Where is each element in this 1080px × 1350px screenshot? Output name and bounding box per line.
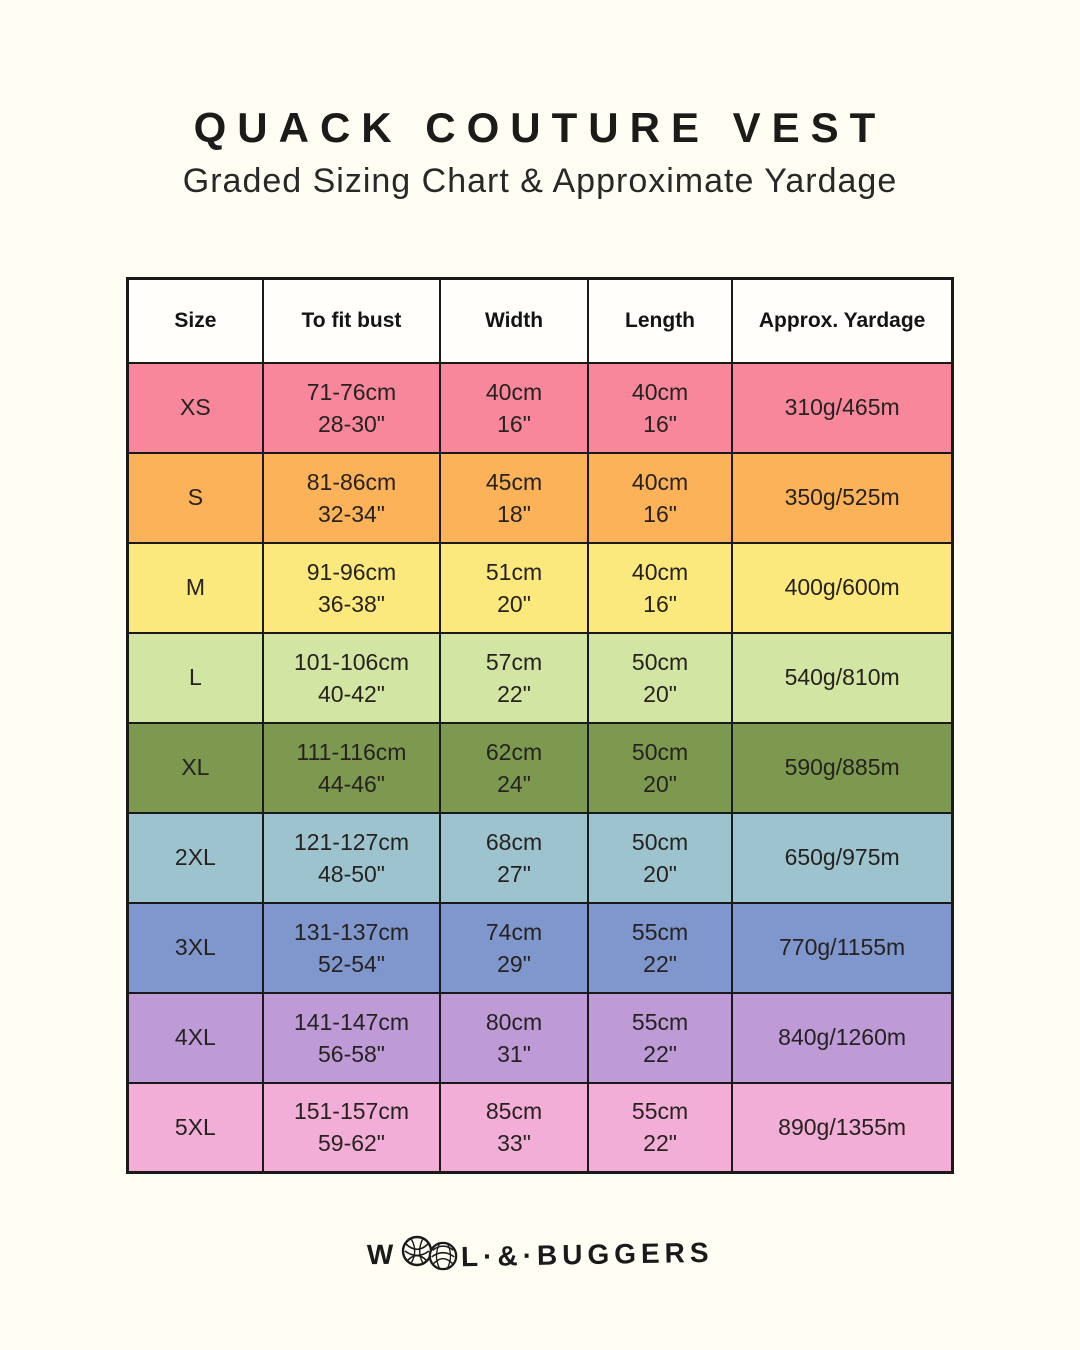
- cell-length: [588, 633, 732, 723]
- brand-text-suffix: L·&·BUGGERS: [460, 1236, 714, 1272]
- bust-in: 28-30": [317, 410, 385, 437]
- width-in: 16": [497, 410, 531, 437]
- length-in: 20": [643, 770, 677, 797]
- table-row-5xl: [128, 1083, 953, 1173]
- length-cm: 55cm: [631, 1008, 689, 1035]
- width-cm: 51cm: [485, 558, 543, 585]
- cell-yardage: 890g/1355m: [732, 1083, 952, 1173]
- width-cm: 85cm: [485, 1098, 543, 1125]
- table-row-xl: [128, 723, 953, 813]
- cell-yardage: 770g/1155m: [732, 903, 952, 993]
- cell-bust: [263, 633, 440, 723]
- cell-length: [588, 1083, 732, 1173]
- cell-width: [440, 543, 588, 633]
- length-in: 22": [643, 1040, 677, 1067]
- bust-cm: 101-106cm: [293, 648, 410, 675]
- cell-bust: [263, 543, 440, 633]
- length-cm: 55cm: [631, 1098, 689, 1125]
- width-in: 22": [497, 680, 531, 707]
- width-in: 31": [497, 1040, 531, 1067]
- width-cm: 62cm: [485, 738, 543, 765]
- bust-cm: 81-86cm: [306, 468, 397, 495]
- cell-width: [440, 1083, 588, 1173]
- length-in: 20": [643, 680, 677, 707]
- header-size: Size: [128, 279, 263, 363]
- header-length: Length: [588, 279, 732, 363]
- header-bust: To fit bust: [263, 279, 440, 363]
- cell-yardage: 650g/975m: [732, 813, 952, 903]
- length-cm: 55cm: [631, 918, 689, 945]
- table-row-2xl: [128, 813, 953, 903]
- cell-size: S: [128, 453, 263, 543]
- page-title: QUACK COUTURE VEST: [193, 104, 887, 151]
- width-cm: 45cm: [485, 468, 543, 495]
- sizing-table: [126, 277, 954, 1174]
- table-row-m: [128, 543, 953, 633]
- cell-yardage: 540g/810m: [732, 633, 952, 723]
- cell-length: [588, 813, 732, 903]
- cell-size: 5XL: [128, 1083, 263, 1173]
- cell-length: [588, 543, 732, 633]
- cell-bust: [263, 813, 440, 903]
- cell-size: 4XL: [128, 993, 263, 1083]
- bust-cm: 111-116cm: [296, 738, 407, 765]
- bust-in: 52-54": [317, 950, 385, 977]
- width-in: 24": [497, 770, 531, 797]
- cell-size: M: [128, 543, 263, 633]
- cell-size: XS: [128, 363, 263, 453]
- length-cm: 40cm: [631, 468, 689, 495]
- cell-size: XL: [128, 723, 263, 813]
- header-row: [128, 279, 953, 363]
- bust-cm: 131-137cm: [293, 918, 410, 945]
- bust-cm: 71-76cm: [306, 378, 397, 405]
- cell-yardage: 350g/525m: [732, 453, 952, 543]
- bust-cm: 91-96cm: [306, 558, 397, 585]
- cell-length: [588, 993, 732, 1083]
- page-subtitle: Graded Sizing Chart & Approximate Yardage: [182, 162, 898, 200]
- header-yardage: Approx. Yardage: [732, 279, 952, 363]
- cell-bust: [263, 903, 440, 993]
- table-row-l: [128, 633, 953, 723]
- table-header: [128, 279, 953, 363]
- length-cm: 40cm: [631, 558, 689, 585]
- cell-size: L: [128, 633, 263, 723]
- length-in: 16": [643, 410, 677, 437]
- cell-length: [588, 363, 732, 453]
- width-cm: 74cm: [485, 918, 543, 945]
- bust-in: 56-58": [317, 1040, 385, 1067]
- cell-length: [588, 903, 732, 993]
- bust-in: 59-62": [317, 1130, 385, 1157]
- cell-length: [588, 723, 732, 813]
- bust-in: 36-38": [317, 590, 385, 617]
- cell-bust: [263, 723, 440, 813]
- length-cm: 50cm: [631, 738, 689, 765]
- yarn-ball-icon: [427, 1240, 459, 1279]
- bust-in: 48-50": [317, 860, 385, 887]
- cell-width: [440, 993, 588, 1083]
- table-row-s: [128, 453, 953, 543]
- cell-width: [440, 633, 588, 723]
- width-in: 27": [497, 860, 531, 887]
- width-cm: 40cm: [485, 378, 543, 405]
- table-row-xs: [128, 363, 953, 453]
- table-row-4xl: [128, 993, 953, 1083]
- length-in: 16": [643, 590, 677, 617]
- header-width: Width: [440, 279, 588, 363]
- cell-bust: [263, 453, 440, 543]
- bust-cm: 141-147cm: [293, 1008, 410, 1035]
- length-in: 16": [643, 500, 677, 527]
- cell-yardage: 590g/885m: [732, 723, 952, 813]
- cell-yardage: 400g/600m: [732, 543, 952, 633]
- width-cm: 80cm: [485, 1008, 543, 1035]
- table-body: [128, 363, 953, 1173]
- length-in: 20": [643, 860, 677, 887]
- width-cm: 68cm: [485, 828, 543, 855]
- cell-width: [440, 903, 588, 993]
- cell-size: 2XL: [128, 813, 263, 903]
- length-in: 22": [643, 950, 677, 977]
- cell-length: [588, 453, 732, 543]
- length-cm: 50cm: [631, 648, 689, 675]
- length-cm: 50cm: [631, 828, 689, 855]
- cell-width: [440, 813, 588, 903]
- width-cm: 57cm: [485, 648, 543, 675]
- cell-bust: [263, 1083, 440, 1173]
- bust-in: 40-42": [317, 680, 385, 707]
- cell-width: [440, 363, 588, 453]
- cell-size: 3XL: [128, 903, 263, 993]
- width-in: 33": [497, 1130, 531, 1157]
- length-cm: 40cm: [631, 378, 689, 405]
- width-in: 18": [497, 500, 531, 527]
- cell-yardage: 310g/465m: [732, 363, 952, 453]
- cell-width: [440, 723, 588, 813]
- bust-in: 32-34": [317, 500, 385, 527]
- bust-in: 44-46": [317, 770, 385, 797]
- bust-cm: 121-127cm: [293, 828, 410, 855]
- bust-cm: 151-157cm: [293, 1098, 410, 1125]
- width-in: 20": [497, 590, 531, 617]
- table-row-3xl: [128, 903, 953, 993]
- cell-width: [440, 453, 588, 543]
- width-in: 29": [497, 950, 531, 977]
- cell-bust: [263, 363, 440, 453]
- cell-bust: [263, 993, 440, 1083]
- brand-text-prefix: W: [366, 1238, 399, 1270]
- length-in: 22": [643, 1130, 677, 1157]
- cell-yardage: 840g/1260m: [732, 993, 952, 1083]
- brand-logo: [0, 1234, 1080, 1275]
